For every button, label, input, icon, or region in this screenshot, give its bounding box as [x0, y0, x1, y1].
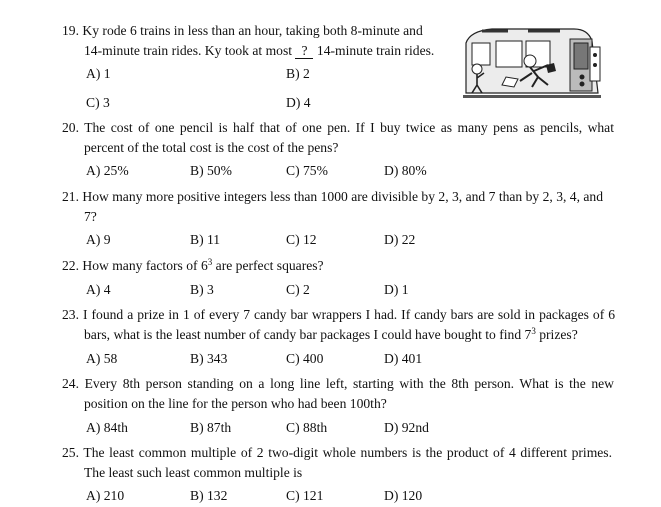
- question-text: bars, what is the least number of candy bar packages I could have bought to find 7: [84, 327, 532, 342]
- question-text: How many more positive integers less than 1000 are divisible by 2, 3, and 7 than by 2, 3, 4, and: [82, 189, 604, 204]
- question-text: 14-minute train rides.: [316, 43, 435, 58]
- option-d: D) 120: [384, 488, 423, 503]
- question-number: 19.: [62, 23, 79, 38]
- question-23: [62, 305, 615, 325]
- question-number: 23.: [62, 307, 79, 322]
- option-a: A) 25%: [86, 163, 129, 178]
- question-text: The least such least common multiple is: [84, 465, 303, 480]
- option-b: B) 11: [190, 232, 221, 247]
- question-text: 7?: [84, 209, 97, 224]
- option-c: C) 121: [286, 488, 324, 503]
- question-20: [62, 118, 614, 138]
- option-b: B) 132: [190, 488, 228, 503]
- option-c: C) 2: [286, 282, 310, 297]
- question-number: 22.: [62, 258, 79, 273]
- question-22: [62, 256, 324, 276]
- question-19: [62, 21, 423, 41]
- option-c: C) 400: [286, 351, 324, 366]
- question-24: [62, 374, 614, 394]
- option-b: B) 2: [286, 66, 310, 81]
- exponent: 3: [531, 326, 536, 336]
- question-text: prizes?: [539, 327, 578, 342]
- question-text: Every 8th person standing on a long line left, starting with the 8th person. What is the new: [84, 376, 615, 391]
- option-a: A) 4: [86, 282, 111, 297]
- question-text: position on the line for the person who had been 100th?: [84, 396, 387, 411]
- option-d: D) 4: [286, 95, 311, 110]
- question-number: 25.: [62, 445, 79, 460]
- question-text: How many factors of 6: [82, 258, 208, 273]
- option-c: C) 75%: [286, 163, 328, 178]
- question-text: The least common multiple of 2 two-digit whole numbers is the product of 4 different primes.: [83, 445, 612, 460]
- exponent: 3: [207, 257, 213, 267]
- question-number: 20.: [62, 120, 79, 135]
- option-b: B) 3: [190, 282, 214, 297]
- option-b: B) 343: [190, 351, 228, 366]
- question-number: 24.: [62, 376, 79, 391]
- option-d: D) 22: [384, 232, 416, 247]
- option-a: A) 9: [86, 232, 111, 247]
- option-b: B) 87th: [190, 420, 232, 435]
- option-b: B) 50%: [190, 163, 232, 178]
- option-a: A) 58: [86, 351, 118, 366]
- option-a: A) 210: [86, 488, 125, 503]
- option-c: C) 12: [286, 232, 317, 247]
- question-text: are perfect squares?: [215, 258, 324, 273]
- question-text: 14-minute train rides. Ky took at most: [84, 43, 293, 58]
- option-d: D) 401: [384, 351, 423, 366]
- question-text: The cost of one pencil is half that of one pen. If I buy twice as many pens as pencils, what: [84, 120, 614, 135]
- option-d: D) 1: [384, 282, 409, 297]
- option-d: D) 80%: [384, 163, 427, 178]
- option-a: A) 1: [86, 66, 111, 81]
- question-19-line-2: [84, 41, 434, 61]
- question-text: I found a prize in 1 of every 7 candy bar wrappers I had. If candy bars are sold in packages of 6: [83, 307, 616, 322]
- subway-train-illustration: [462, 25, 602, 99]
- question-23-line-2: [84, 325, 578, 345]
- option-c: C) 3: [86, 95, 110, 110]
- question-21: [62, 187, 603, 207]
- question-text: Ky rode 6 trains in less than an hour, taking both 8-minute and: [82, 23, 423, 38]
- option-a: A) 84th: [86, 420, 128, 435]
- question-text: percent of the total cost is the cost of the pens?: [84, 140, 339, 155]
- answer-blank: ?: [295, 44, 313, 59]
- option-d: D) 92nd: [384, 420, 429, 435]
- option-c: C) 88th: [286, 420, 328, 435]
- question-number: 21.: [62, 189, 79, 204]
- question-25: [62, 443, 612, 463]
